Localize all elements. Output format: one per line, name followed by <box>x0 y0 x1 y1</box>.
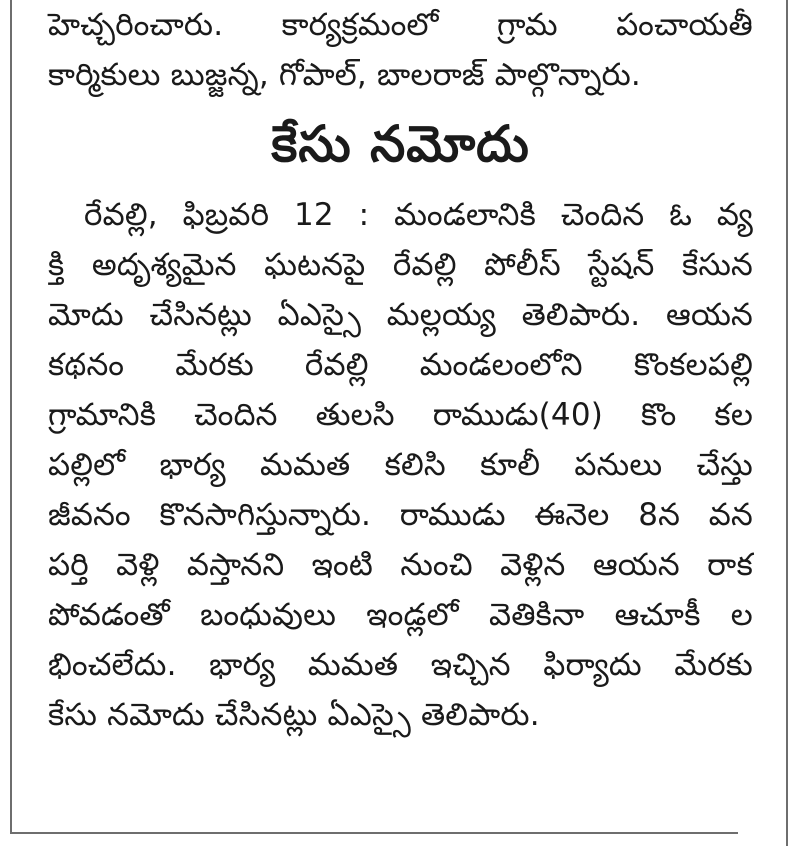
body-line: గ్రామానికి చెందిన తులసి రాముడు(40) కొం కల <box>48 397 753 433</box>
intro-line: కార్మికులు బుజ్జన్న, గోపాల్, బాలరాజ్ పాల్గొన్నారు. <box>48 57 641 93</box>
body-line: జీవనం కొనసాగిస్తున్నారు. రాముడు ఈనెల 8న వన <box>48 497 753 533</box>
bottom-column-rule <box>10 832 738 834</box>
body-line: రేవల్లి, ఫిబ్రవరి 12 : మండలానికి చెందిన ఓ వ్య <box>84 197 753 233</box>
body-line: పర్తి వెళ్లి వస్తానని ఇంటి నుంచి వెళ్లిన ఆయన రాక <box>48 547 753 583</box>
article-headline: కేసు నమోదు <box>271 115 530 173</box>
news-article <box>48 0 753 740</box>
body-line: పోవడంతో బంధువులు ఇండ్లలో వెతికినా ఆచూకీ ల <box>48 597 753 633</box>
body-line: కేసు నమోదు చేసినట్లు ఏఎస్సై తెలిపారు. <box>48 697 540 733</box>
intro-line: హెచ్చరించారు. కార్యక్రమంలో గ్రామ పంచాయతీ <box>48 7 753 43</box>
body-line: క్తి అదృశ్యమైన ఘటనపై రేవల్లి పోలీస్ స్టేషన్ కేసున <box>48 247 753 283</box>
body-line: మోదు చేసినట్లు ఏఎస్సై మల్లయ్య తెలిపారు. ఆయన <box>48 297 753 333</box>
body-line: పల్లిలో భార్య మమత కలిసి కూలీ పనులు చేస్తు <box>48 447 753 483</box>
left-column-rule <box>10 0 12 834</box>
body-line: కథనం మేరకు రేవల్లి మండలంలోని కొంకలపల్లి <box>48 347 753 383</box>
body-line: భించలేదు. భార్య మమత ఇచ్చిన ఫిర్యాదు మేరకు <box>48 647 753 683</box>
right-column-rule <box>786 0 788 846</box>
